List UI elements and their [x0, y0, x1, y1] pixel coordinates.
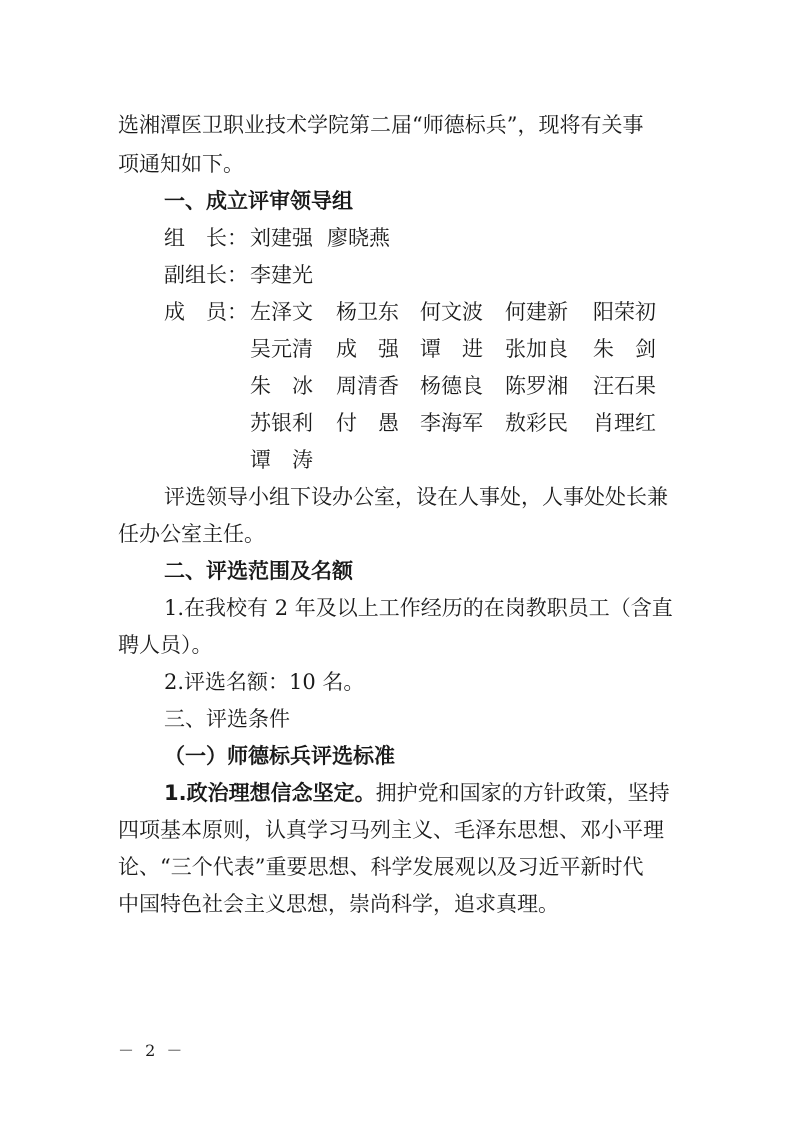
scope-item-2: 2.评选名额：10 名。: [164, 670, 365, 694]
leader-name: 刘建强: [250, 226, 313, 250]
leader-name: 廖晓燕: [327, 226, 390, 250]
section3-subheading: （一）师德标兵评选标准: [164, 744, 395, 768]
section1-heading: 一、成立评审领导组: [164, 189, 353, 213]
member-name: 何建新: [505, 300, 568, 324]
criterion-1-line-4: 中国特色社会主义思想，崇尚科学，追求真理。: [118, 892, 559, 916]
member-name: 肖理红: [593, 411, 656, 435]
members-label: 成 员：: [164, 300, 248, 324]
scope-item-1-line-1: 1.在我校有 2 年及以上工作经历的在岗教职员工（含直: [164, 596, 673, 620]
member-name: 左泽文: [250, 300, 313, 324]
intro-line-2: 项通知如下。: [118, 152, 244, 176]
member-name: 苏银利: [250, 411, 313, 435]
section2-heading: 二、评选范围及名额: [164, 559, 353, 583]
member-name: 谭 涛: [250, 448, 313, 472]
criterion-1-text: 拥护党和国家的方针政策，坚持: [375, 781, 670, 805]
member-name: 阳荣初: [593, 300, 656, 324]
member-name: 谭 进: [420, 337, 483, 361]
deputy-name: 李建光: [250, 263, 313, 287]
member-name: 吴元清: [250, 337, 313, 361]
member-name: 杨德良: [420, 374, 483, 398]
member-name: 周清香: [336, 374, 399, 398]
criterion-1-title: 1.政治理想信念坚定。: [164, 781, 376, 805]
member-name: 张加良: [505, 337, 568, 361]
leader-label: 组 长：: [164, 226, 248, 250]
scope-item-1-line-2: 聘人员）。: [118, 633, 213, 657]
member-name: 杨卫东: [336, 300, 399, 324]
deputy-label: 副组长：: [164, 263, 248, 287]
criterion-1-line-3: 论、“三个代表”重要思想、科学发展观以及习近平新时代: [118, 855, 644, 879]
office-line-1: 评选领导小组下设办公室，设在人事处，人事处处长兼: [164, 485, 668, 509]
member-name: 何文波: [420, 300, 483, 324]
member-name: 付 愚: [336, 411, 399, 435]
member-name: 敖彩民: [505, 411, 568, 435]
office-line-2: 任办公室主任。: [118, 522, 265, 546]
member-name: 朱 冰: [250, 374, 313, 398]
member-name: 朱 剑: [593, 337, 656, 361]
member-name: 汪石果: [593, 374, 656, 398]
page-number: － 2 －: [118, 1041, 186, 1060]
section3-heading: 三、评选条件: [164, 707, 290, 731]
intro-line-1: 选湘潭医卫职业技术学院第二届“师德标兵”，现将有关事: [118, 113, 644, 137]
member-name: 成 强: [336, 337, 399, 361]
criterion-1-line-2: 四项基本原则，认真学习马列主义、毛泽东思想、邓小平理: [118, 818, 664, 842]
criterion-1-line-1: [164, 778, 670, 808]
member-name: 陈罗湘: [505, 374, 568, 398]
member-name: 李海军: [420, 411, 483, 435]
